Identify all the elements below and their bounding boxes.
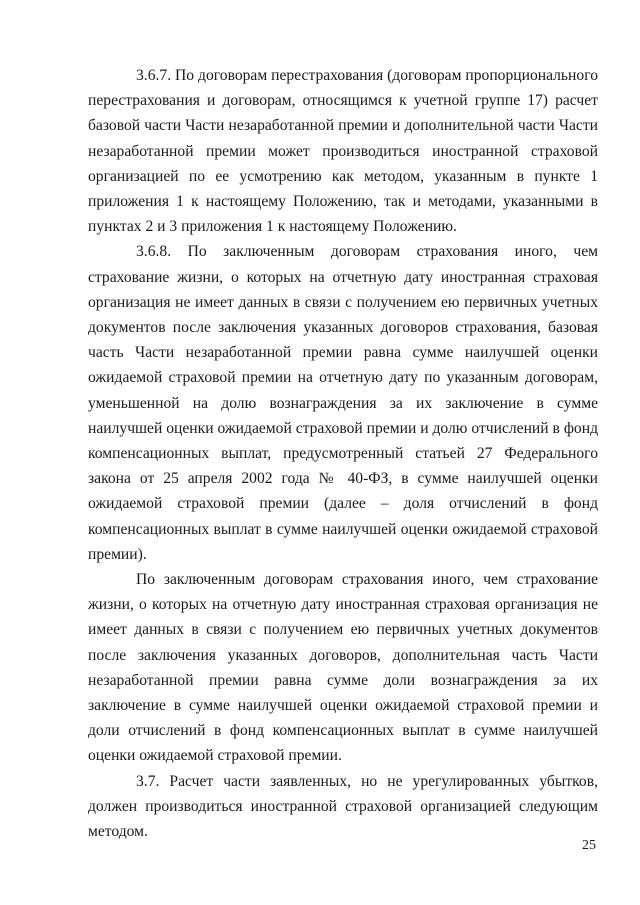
body-text xyxy=(88,63,598,844)
page-number: 25 xyxy=(582,838,596,853)
paragraph-3-6-7: 3.6.7. По договорам перестрахования (договорам пропорционального перестрахования и договорам, относящимся к учетной группе 17) расчет базовой части Части незаработанной премии и дополнительной части Части незаработанной премии может производиться иностранной страховой организацией по ее усмотрению как методом, указанным в пункте 1 приложения 1 к настоящему Положению, так и методами, указанными в пунктах 2 и 3 приложения 1 к настоящему Положению. xyxy=(88,67,598,236)
paragraph-3-6-8-continuation: По заключенным договорам страхования иного, чем страхование жизни, о которых на отчетную дату иностранная страховая организация не имеет данных в связи с получением ею первичных учетных документов после заключения указанных договоров, дополнительная часть Части незаработанной премии равна сумме доли вознаграждения за их заключение в сумме наилучшей оценки ожидаемой страховой премии и доли отчислений в фонд компенсационных выплат в сумме наилучшей оценки ожидаемой страховой премии. xyxy=(88,571,598,765)
paragraph-3-6-8: 3.6.8. По заключенным договорам страхования иного, чем страхование жизни, о которых на отчетную дату иностранная страховая организация не имеет данных в связи с получением ею первичных учетных документов после заключения указанных договоров страхования, базовая часть Части незаработанной премии равна сумме наилучшей оценки ожидаемой страховой премии на отчетную дату по указанным договорам, уменьшенной на долю вознаграждения за их заключение в сумме наилучшей оценки ожидаемой страховой премии и долю отчислений в фонд компенсационных выплат, предусмотренный статьей 27 Федерального закона от 25 апреля 2002 года № 40-ФЗ, в сумме наилучшей оценки ожидаемой страховой премии (далее – доля отчислений в фонд компенсационных выплат в сумме наилучшей оценки ожидаемой страховой премии). xyxy=(88,243,598,563)
paragraph-3-7: 3.7. Расчет части заявленных, но не урегулированных убытков, должен производиться иностранной страховой организацией следующим методом. xyxy=(88,772,598,841)
